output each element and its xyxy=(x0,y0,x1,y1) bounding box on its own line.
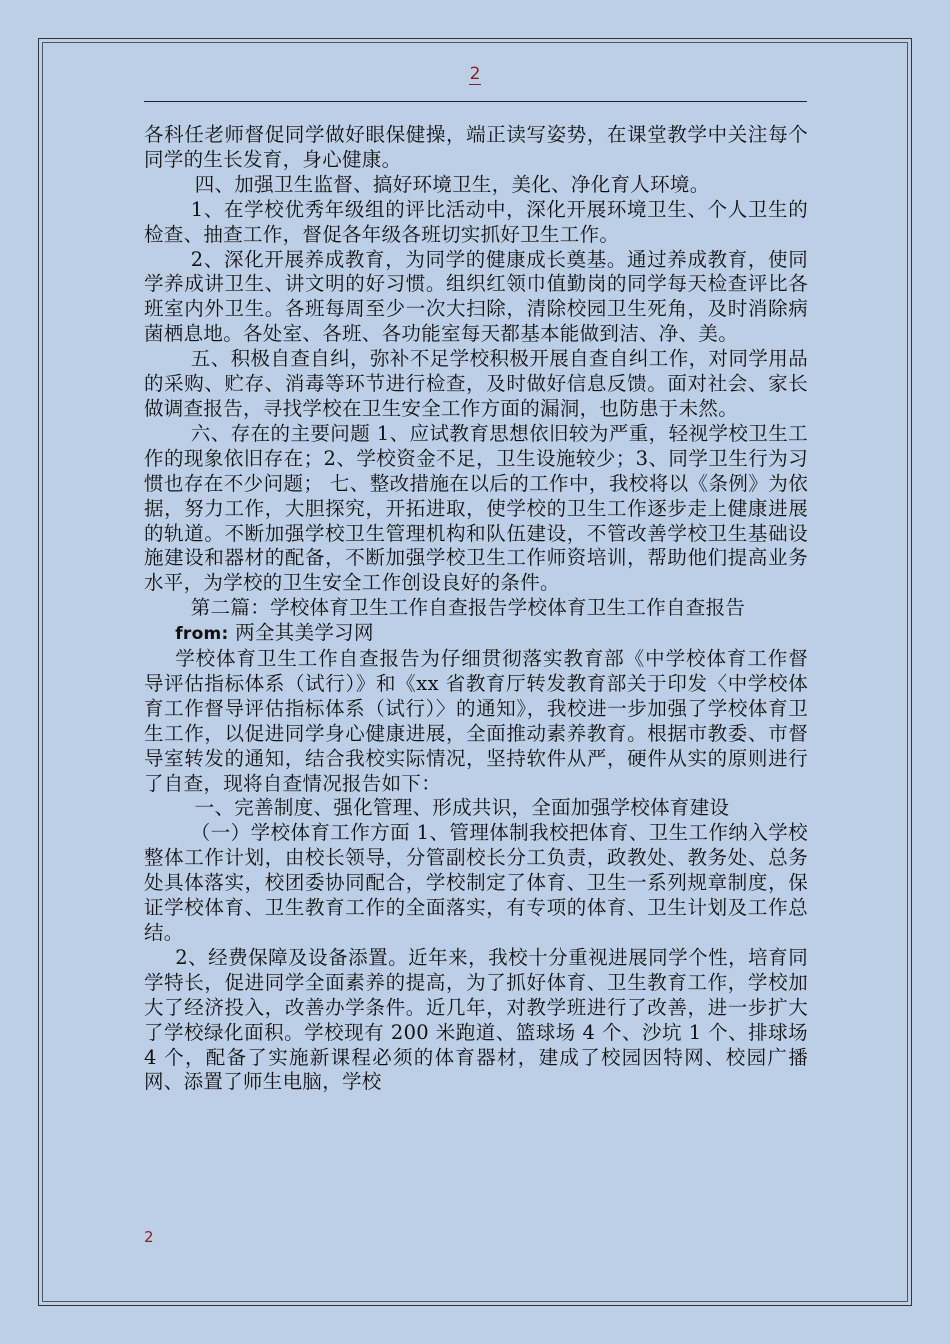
from-source: 两全其美学习网 xyxy=(228,621,374,645)
header-divider xyxy=(144,101,807,102)
paragraph-1: 各科任老师督促同学做好眼保健操，端正读写姿势，在课堂教学中关注每个同学的生长发育，身心健康。 xyxy=(144,123,808,171)
paragraph-2: 四、加强卫生监督、搞好环境卫生，美化、净化育人环境。 xyxy=(194,172,710,196)
paragraph-4: 2、深化开展养成教育，为同学的健康成长奠基。通过养成教育，使同学养成讲卫生、讲文明的好习惯。组织红领巾值勤岗的同学每天检查评比各班室内外卫生。各班每周至少一次大扫除，清除校园卫生死角，及时消除病菌栖息地。各处室、各班、各功能室每天都基本能做到洁、净、美。 xyxy=(144,247,808,346)
paragraph-5: 五、积极自查自纠，弥补不足学校积极开展自查自纠工作，对同学用品的采购、贮存、消毒等环节进行检查，及时做好信息反馈。面对社会、家长做调查报告，寻找学校在卫生安全工作方面的漏洞，也防患于未然。 xyxy=(144,347,808,420)
paragraph-11: 2、经费保障及设备添置。近年来，我校十分重视进展同学个性，培育同学特长，促进同学全面素养的提高，为了抓好体育、卫生教育工作，学校加大了经济投入，改善办学条件。近几年，对教学班进行了改善，进一步扩大了学校绿化面积。学校现有 200 米跑道、篮球场 4 个、沙坑 1 个、排球场 4 个，配备了实施新课程必须的体育器材，建成了校园因特网、校园广播网、添置了师生电脑，学校 xyxy=(144,945,808,1094)
footer-page-number: 2 xyxy=(144,1228,154,1246)
paragraph-7-section-title: 第二篇：学校体育卫生工作自查报告学校体育卫生工作自查报告 xyxy=(190,596,746,620)
paragraph-6: 六、存在的主要问题 1、应试教育思想依旧较为严重，轻视学校卫生工作的现象依旧存在；2、学校资金不足，卫生设施较少；3、同学卫生行为习惯也存在不少问题； 七、整改措施在以后的工作中，我校将以《条例》为依据，努力工作，大胆探究，开拓进取，使学校的卫生工作逐步走上健康进展的轨道。不断加强学校卫生管理机构和队伍建设，不管改善学校卫生基础设施建设和器材的配备，不断加强学校卫生工作师资培训，帮助他们提高业务水平，为学校的卫生安全工作创设良好的条件。 xyxy=(144,421,808,595)
header-page-number xyxy=(0,64,950,84)
document-body xyxy=(144,123,808,1095)
from-line xyxy=(144,621,808,647)
paragraph-10: （一）学校体育工作方面 1、管理体制我校把体育、卫生工作纳入学校整体工作计划，由校长领导，分管副校长分工负责，政教处、教务处、总务处具体落实，校团委协同配合，学校制定了体育、卫生一系列规章制度，保证学校体育、卫生教育工作的全面落实，有专项的体育、卫生计划及工作总结。 xyxy=(144,821,808,944)
header-page-number-text: 2 xyxy=(469,64,481,84)
paragraph-9: 一、完善制度、强化管理、形成共识，全面加强学校体育建设 xyxy=(194,796,730,820)
paragraph-3: 1、在学校优秀年级组的评比活动中，深化开展环境卫生、个人卫生的检查、抽查工作，督促各年级各班切实抓好卫生工作。 xyxy=(144,197,808,246)
from-label: from: xyxy=(175,624,229,645)
paragraph-8: 学校体育卫生工作自查报告为仔细贯彻落实教育部《中学校体育工作督导评估指标体系（试行）》和《xx 省教育厅转发教育部关于印发〈中学校体育工作督导评估指标体系（试行）〉的通知》，我校进一步加强了学校体育卫生工作，以促进同学身心健康进展，全面推动素养教育。根据市教委、市督导室转发的通知，结合我校实际情况，坚持软件从严，硬件从实的原则进行了自查，现将自查情况报告如下： xyxy=(144,647,808,795)
